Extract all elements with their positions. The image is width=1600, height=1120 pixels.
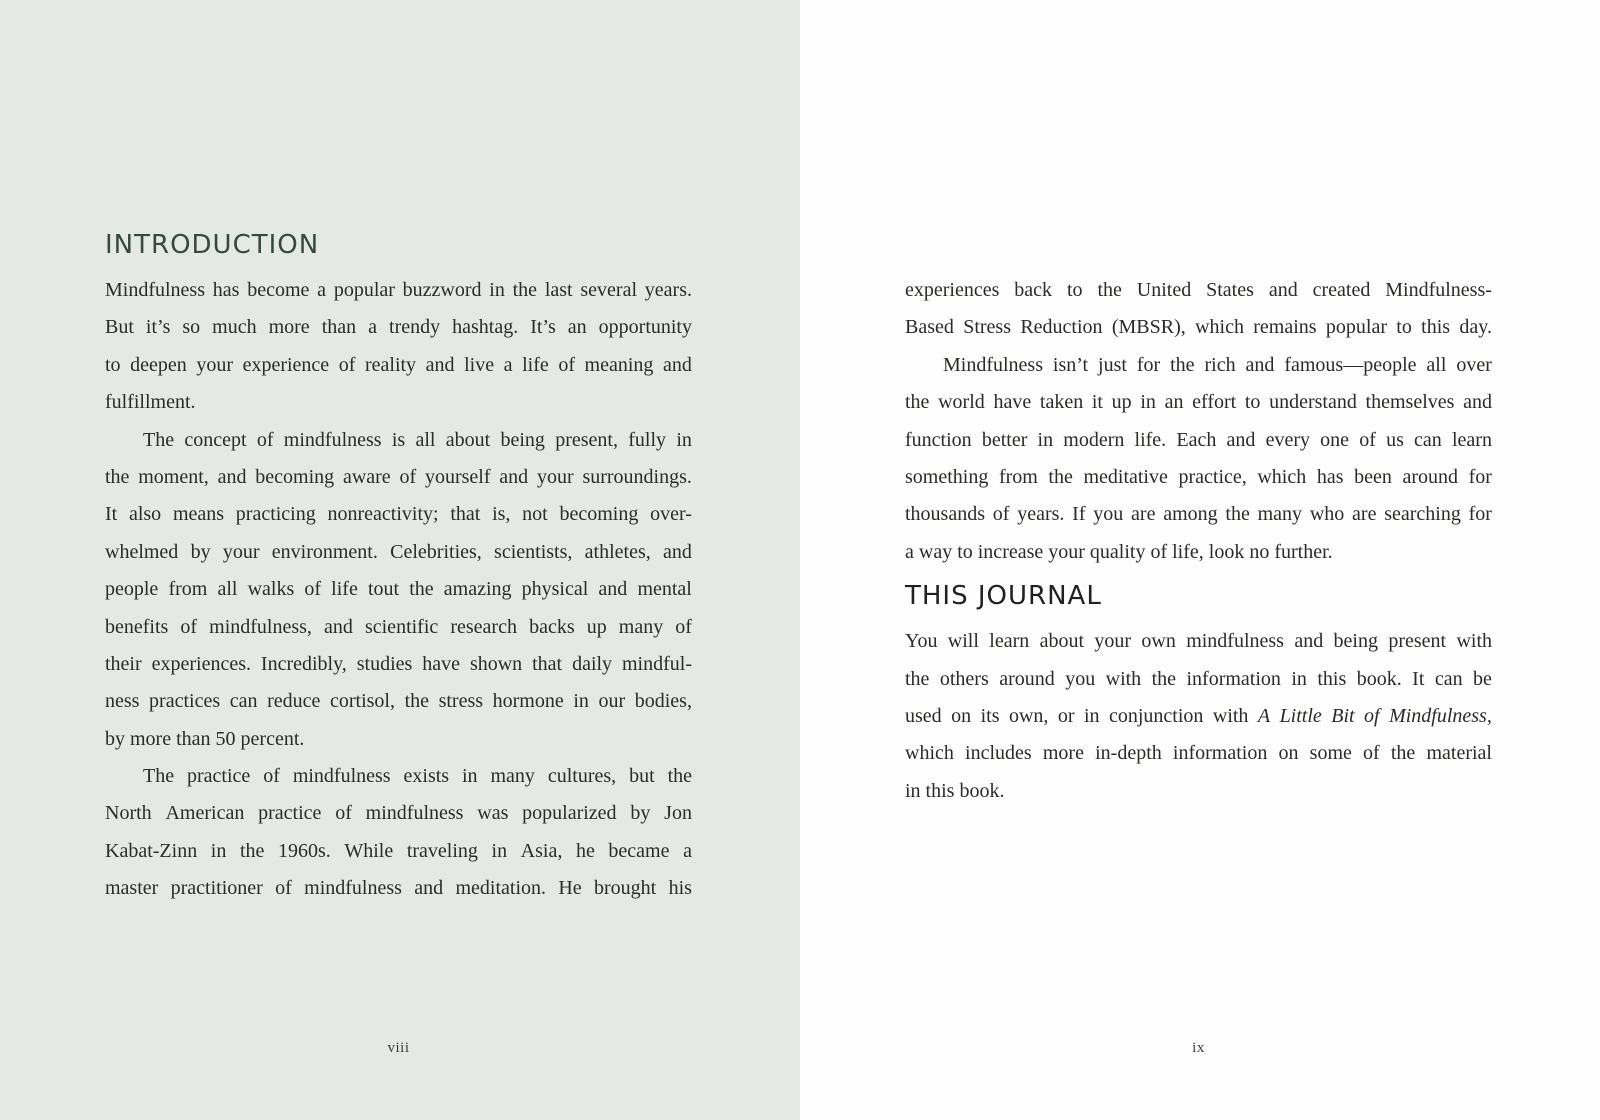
text-line: something from the meditative practice, which has been around for	[905, 465, 1492, 488]
text-line: But it’s so much more than a trendy hashtag. It’s an opportunity	[105, 316, 692, 339]
text-line: which includes more in-depth information on some of the material	[905, 742, 1492, 765]
text-line: thousands of years. If you are among the many who are searching for	[905, 503, 1492, 526]
continued-body-text	[905, 272, 1492, 571]
text-line: fulfillment.	[105, 391, 196, 414]
text-line: master practitioner of mindfulness and meditation. He brought his	[105, 877, 692, 900]
text-line: Mindfulness isn’t just for the rich and famous—people all over	[943, 353, 1492, 376]
text-line: function better in modern life. Each and every one of us can learn	[905, 428, 1492, 451]
text-line: You will learn about your own mindfulness and being present with	[905, 630, 1492, 653]
text-line: used on its own, or in conjunction with A Little Bit of Mindfulness,	[905, 704, 1492, 727]
text-line: Kabat-Zinn in the 1960s. While traveling in Asia, he became a	[105, 839, 692, 862]
text-line: the moment, and becoming aware of yourself and your surroundings.	[105, 465, 692, 488]
text-line: The concept of mindfulness is all about being present, fully in	[143, 428, 692, 451]
text-line: to deepen your experience of reality and live a life of meaning and	[105, 353, 692, 376]
journal-body-text	[905, 623, 1492, 810]
text-line: benefits of mindfulness, and scientific research backs up many of	[105, 615, 692, 638]
left-page-content	[105, 232, 692, 908]
text-line: Mindfulness has become a popular buzzword in the last several years.	[105, 279, 692, 301]
right-page-number: ix	[1192, 1040, 1205, 1056]
left-page-number: viii	[387, 1040, 410, 1056]
text-line: the others around you with the information in this book. It can be	[905, 667, 1492, 690]
text-line: North American practice of mindfulness was popularized by Jon	[105, 802, 692, 825]
this-journal-heading: THIS JOURNAL	[905, 581, 1102, 612]
introduction-heading: INTRODUCTION	[105, 230, 320, 260]
right-page	[800, 0, 1600, 1120]
text-line: experiences back to the United States and created Mindfulness-	[905, 279, 1492, 301]
text-line: people from all walks of life tout the amazing physical and mental	[105, 578, 692, 601]
text-line: a way to increase your quality of life, look no further.	[905, 540, 1333, 563]
text-line: It also means practicing nonreactivity; that is, not becoming over-	[105, 503, 692, 526]
text-line: by more than 50 percent.	[105, 727, 305, 750]
text-line: whelmed by your environment. Celebrities, scientists, athletes, and	[105, 540, 692, 563]
introduction-body-text	[105, 272, 692, 908]
text-line: in this book.	[905, 779, 1005, 802]
text-line: their experiences. Incredibly, studies have shown that daily mindful-	[105, 652, 692, 675]
text-line: ness practices can reduce cortisol, the stress hormone in our bodies,	[105, 690, 692, 713]
text-line: The practice of mindfulness exists in many cultures, but the	[143, 765, 692, 788]
text-line: Based Stress Reduction (MBSR), which remains popular to this day.	[905, 316, 1492, 339]
right-page-content	[905, 272, 1492, 810]
text-line: the world have taken it up in an effort to understand themselves and	[905, 391, 1492, 414]
